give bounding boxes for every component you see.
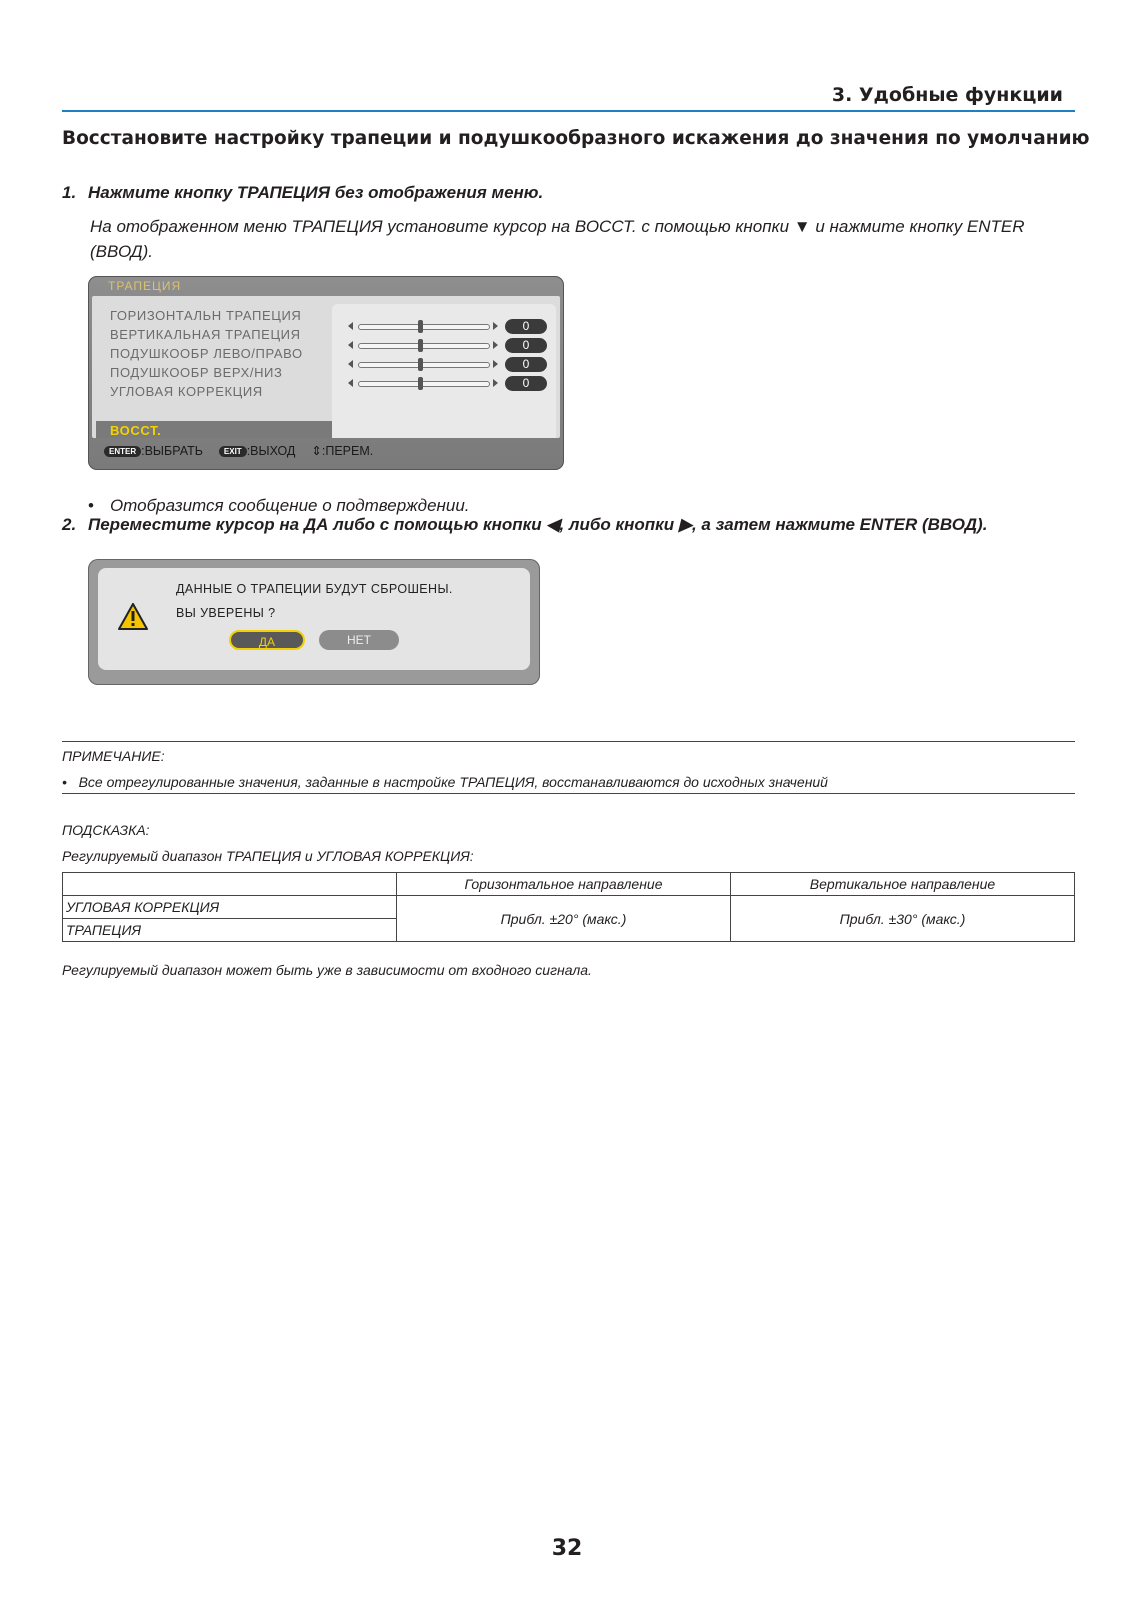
step-2-text: Переместите курсор на ДА либо с помощью кнопки ◀, либо кнопки ▶, а затем нажмите ENTER (ВВОД).: [88, 515, 988, 534]
enter-key-icon: ENTER: [104, 446, 141, 457]
note-text: • Все отрегулированные значения, заданные в настройке ТРАПЕЦИЯ, восстанавливаются до исходных значений: [62, 774, 828, 790]
slider-value: 0: [505, 338, 547, 353]
right-arrow-icon: [493, 360, 498, 368]
slider-value: 0: [505, 319, 547, 334]
left-arrow-icon: [348, 360, 353, 368]
note-title: ПРИМЕЧАНИЕ:: [62, 748, 165, 764]
page-number: 32: [551, 1536, 583, 1561]
step-1: [62, 183, 543, 203]
slider-pincushion-tb[interactable]: [348, 377, 558, 391]
tip-subtitle: Регулируемый диапазон ТРАПЕЦИЯ и УГЛОВАЯ КОРРЕКЦИЯ:: [62, 848, 474, 864]
left-arrow-icon: [348, 322, 353, 330]
dialog-message-line2: ВЫ УВЕРЕНЫ ?: [176, 606, 276, 620]
bullet-text: Отобразится сообщение о подтверждении.: [109, 496, 470, 515]
slider-knob[interactable]: [418, 377, 423, 390]
osd-footer: [104, 443, 373, 458]
slider-horizontal-keystone[interactable]: [348, 320, 558, 334]
menu-item-cornerstone[interactable]: УГЛОВАЯ КОРРЕКЦИЯ: [110, 384, 263, 399]
confirm-dialog-body: [98, 568, 530, 670]
slider-knob[interactable]: [418, 320, 423, 333]
move-hint: ⇕:ПЕРЕМ.: [311, 444, 374, 458]
dialog-message-line1: ДАННЫЕ О ТРАПЕЦИИ БУДУТ СБРОШЕНЫ.: [176, 582, 453, 596]
table-header-empty: [63, 873, 397, 896]
bullet-confirmation: • Отобразится сообщение о подтверждении.: [88, 496, 470, 515]
slider-value: 0: [505, 357, 547, 372]
chapter-title: 3. Удобные функции: [831, 84, 1063, 106]
slider-pincushion-lr[interactable]: [348, 358, 558, 372]
section-heading: Восстановите настройку трапеции и подушкообразного искажения до значения по умолчанию: [62, 128, 1090, 149]
left-arrow-icon: [348, 341, 353, 349]
table-header-horizontal: Горизонтальное направление: [397, 873, 731, 896]
step-1-text: Нажмите кнопку ТРАПЕЦИЯ без отображения меню.: [88, 183, 544, 202]
yes-button[interactable]: ДА: [229, 630, 305, 650]
note-top-rule: [62, 741, 1075, 742]
step-2-number: 2.: [62, 515, 77, 534]
cell-vertical-range: Прибл. ±30° (макс.): [731, 896, 1075, 942]
right-arrow-icon: [493, 322, 498, 330]
slider-knob[interactable]: [418, 358, 423, 371]
table-row: [63, 896, 1075, 919]
confirm-dialog: [88, 559, 540, 685]
menu-item-horizontal-keystone[interactable]: ГОРИЗОНТАЛЬН ТРАПЕЦИЯ: [110, 308, 302, 323]
row-label-keystone: ТРАПЕЦИЯ: [63, 919, 397, 942]
osd-title: ТРАПЕЦИЯ: [108, 279, 182, 293]
menu-item-vertical-keystone[interactable]: ВЕРТИКАЛЬНАЯ ТРАПЕЦИЯ: [110, 327, 301, 342]
osd-body: [92, 296, 560, 438]
menu-item-reset[interactable]: ВОССТ.: [110, 423, 162, 438]
step-2: [62, 515, 987, 535]
menu-item-pincushion-lr[interactable]: ПОДУШКООБР ЛЕВО/ПРАВО: [110, 346, 303, 361]
menu-item-pincushion-tb[interactable]: ПОДУШКООБР ВЕРХ/НИЗ: [110, 365, 283, 380]
table-header-row: [63, 873, 1075, 896]
cell-horizontal-range: Прибл. ±20° (макс.): [397, 896, 731, 942]
step-1-number: 1.: [62, 183, 77, 202]
right-arrow-icon: [493, 379, 498, 387]
slider-vertical-keystone[interactable]: [348, 339, 558, 353]
adjustment-range-table: [62, 872, 1075, 942]
osd-slider-panel: [332, 304, 556, 438]
note-text-body: Все отрегулированные значения, заданные в настройке ТРАПЕЦИЯ, восстанавливаются до исходных значений: [78, 774, 828, 790]
exit-hint: :ВЫХОД: [246, 444, 296, 458]
row-label-cornerstone: УГЛОВАЯ КОРРЕКЦИЯ: [63, 896, 397, 919]
step-1-description: На отображенном меню ТРАПЕЦИЯ установите курсор на ВОССТ. с помощью кнопки ▼ и нажмите кнопку ENTER (ВВОД).: [90, 217, 1025, 261]
exit-key-icon: EXIT: [219, 446, 247, 457]
tip-footnote: Регулируемый диапазон может быть уже в зависимости от входного сигнала.: [62, 962, 592, 978]
keystone-osd-menu: [88, 276, 564, 470]
tip-title: ПОДСКАЗКА:: [62, 822, 150, 838]
header-rule: [62, 110, 1075, 112]
note-bottom-rule: [62, 793, 1075, 794]
no-button[interactable]: НЕТ: [319, 630, 399, 650]
enter-hint: :ВЫБРАТЬ: [141, 444, 203, 458]
right-arrow-icon: [493, 341, 498, 349]
table-header-vertical: Вертикальное направление: [731, 873, 1075, 896]
slider-value: 0: [505, 376, 547, 391]
warning-icon: [118, 603, 148, 630]
left-arrow-icon: [348, 379, 353, 387]
slider-knob[interactable]: [418, 339, 423, 352]
